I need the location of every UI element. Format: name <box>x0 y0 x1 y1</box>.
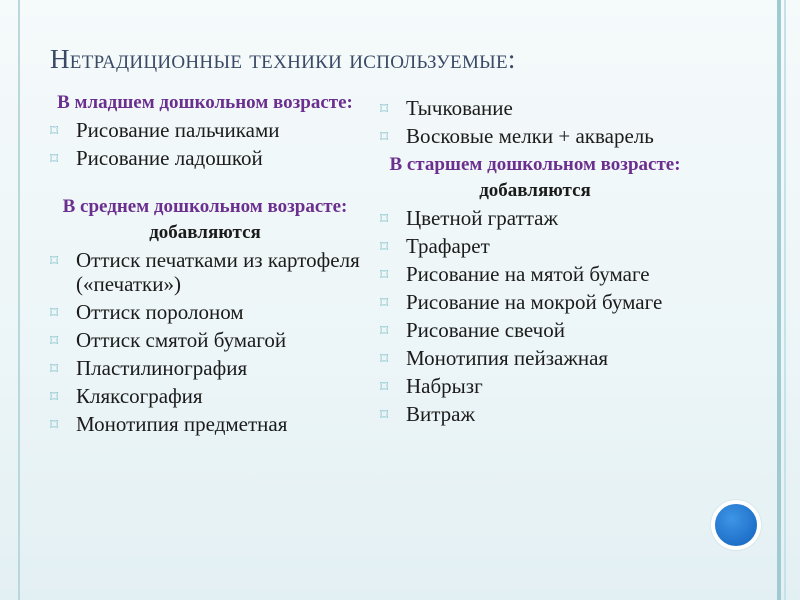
list-item <box>50 328 360 352</box>
list-item-label: Монотипия пейзажная <box>406 346 609 370</box>
list-item <box>380 374 690 398</box>
list-item <box>380 290 690 314</box>
older-age-header: В старшем дошкольном возрасте: <box>389 154 681 175</box>
list-item-label: Монотипия предметная <box>76 412 288 436</box>
list-item-label: Оттиск печатками из картофеля («печатки») <box>76 248 360 296</box>
list-item <box>380 262 690 286</box>
bullet-icon: ⌑ <box>50 121 59 140</box>
bullet-icon: ⌑ <box>380 99 389 118</box>
bullet-icon: ⌑ <box>380 127 389 146</box>
list-item <box>50 384 360 408</box>
list-item <box>380 318 690 342</box>
frame-line-left <box>18 0 20 600</box>
list-item-label: Трафарет <box>406 234 490 258</box>
list-item <box>50 412 360 436</box>
bullet-icon: ⌑ <box>380 321 389 340</box>
list-item-label: Оттиск поролоном <box>76 300 244 324</box>
list-item <box>380 402 690 426</box>
list-item <box>50 356 360 380</box>
list-item <box>50 146 360 170</box>
right-column <box>380 92 690 430</box>
left-column <box>50 92 360 440</box>
list-item <box>380 96 690 120</box>
bullet-icon: ⌑ <box>380 237 389 256</box>
bullet-icon: ⌑ <box>380 293 389 312</box>
list-item <box>50 300 360 324</box>
list-item <box>380 234 690 258</box>
young-age-header: В младшем дошкольном возрасте: <box>57 92 353 113</box>
list-item-label: Набрызг <box>406 374 483 398</box>
list-item-label: Витраж <box>406 402 476 426</box>
bullet-icon: ⌑ <box>50 331 59 350</box>
list-item <box>50 248 360 296</box>
list-item <box>380 346 690 370</box>
bullet-icon: ⌑ <box>380 265 389 284</box>
list-item-label: Рисование свечой <box>406 318 565 342</box>
list-item-label: Рисование ладошкой <box>76 146 263 170</box>
bullet-icon: ⌑ <box>50 359 59 378</box>
list-item-label: Пластилинография <box>76 356 248 380</box>
middle-age-header: В среднем дошкольном возрасте: <box>62 196 348 217</box>
slide-title: Нетрадиционные техники используемые: <box>50 44 516 74</box>
list-item-label: Рисование на мятой бумаге <box>406 262 650 286</box>
list-item <box>380 124 690 148</box>
circle-icon[interactable] <box>711 500 761 550</box>
frame-line-right <box>777 0 781 600</box>
bullet-icon: ⌑ <box>380 377 389 396</box>
bullet-icon: ⌑ <box>50 415 59 434</box>
list-item-label: Цветной граттаж <box>406 206 559 230</box>
middle-age-subheader: добавляются <box>149 222 261 243</box>
list-item-label: Восковые мелки + акварель <box>406 124 654 148</box>
list-item-label: Тычкование <box>406 96 513 120</box>
list-item-label: Кляксография <box>76 384 203 408</box>
bullet-icon: ⌑ <box>380 405 389 424</box>
spacer <box>50 174 360 196</box>
bullet-icon: ⌑ <box>50 251 59 270</box>
bullet-icon: ⌑ <box>50 387 59 406</box>
list-item-label: Рисование пальчиками <box>76 118 280 142</box>
list-item <box>50 118 360 142</box>
frame-line-right-thin <box>784 0 786 600</box>
list-item-label: Оттиск смятой бумагой <box>76 328 287 352</box>
older-age-subheader: добавляются <box>479 180 591 201</box>
bullet-icon: ⌑ <box>380 349 389 368</box>
bullet-icon: ⌑ <box>380 209 389 228</box>
list-item-label: Рисование на мокрой бумаге <box>406 290 663 314</box>
bullet-icon: ⌑ <box>50 303 59 322</box>
list-item <box>380 206 690 230</box>
bullet-icon: ⌑ <box>50 149 59 168</box>
